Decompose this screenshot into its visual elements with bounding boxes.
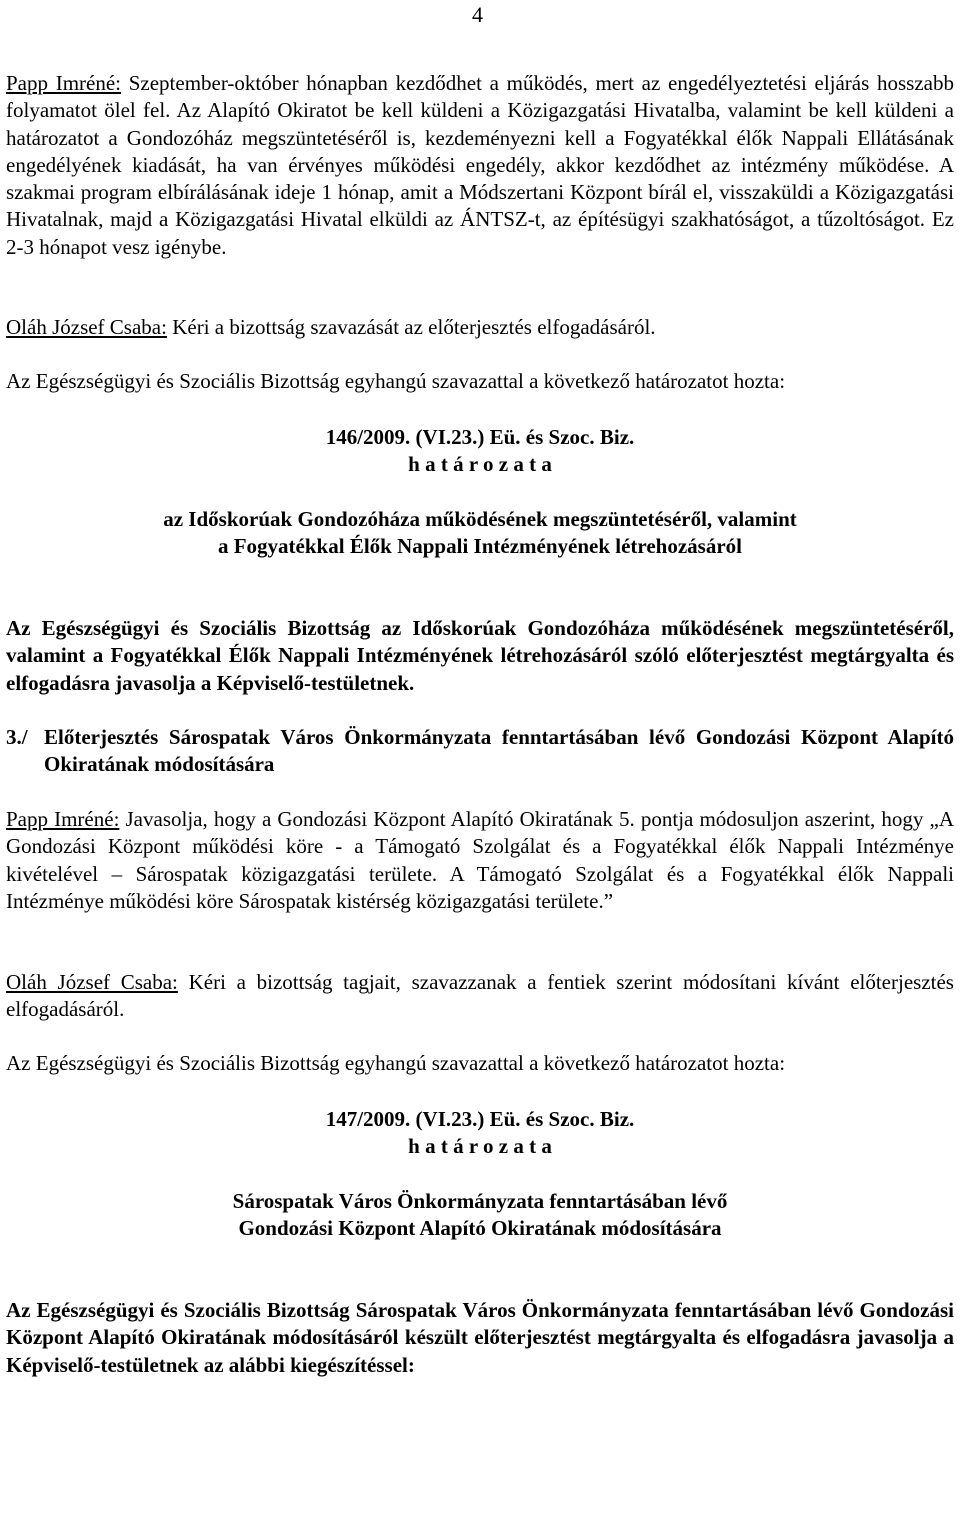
agenda-item-title: Előterjesztés Sárospatak Város Önkormányzata fenntartásában lévő Gondozási Központ Alapító Okiratának módosítására: [44, 725, 954, 777]
speaker-name: Papp Imréné:: [6, 807, 120, 831]
resolution-number-1: 146/2009. (VI.23.) Eü. és Szoc. Biz.: [325, 425, 635, 449]
speaker-name: Papp Imréné:: [6, 71, 122, 95]
paragraph-text: Kéri a bizottság tagjait, szavazzanak a fentiek szerint módosítani kívánt előterjesztés elfogadásáról.: [6, 970, 954, 1022]
speaker-name: Oláh József Csaba:: [6, 315, 167, 339]
resolution-title-2-line2: Gondozási Központ Alapító Okiratának módosítására: [238, 1216, 722, 1240]
paragraph-papp-1: [6, 70, 954, 261]
resolution-body-1: Az Egészségügyi és Szociális Bizottság az Időskorúak Gondozóháza működésének megszüntetéséről, valamint a Fogyatékkal Élők Nappali Intézményének létrehozásáról szóló előterjesztést megtárgyalta és elfogadásra javasolja a Képviselő-testületnek.: [6, 616, 954, 695]
resolution-title-2-line1: Sárospatak Város Önkormányzata fenntartásában lévő: [232, 1189, 728, 1213]
resolution-label-2: h a t á r o z a t a: [408, 1134, 552, 1158]
paragraph-olah-2: [6, 969, 954, 1024]
page-number: 4: [472, 2, 483, 27]
vote-statement-2: Az Egészségügyi és Szociális Bizottság egyhangú szavazattal a következő határozatot hozta:: [6, 1051, 786, 1075]
paragraph-papp-2: [6, 806, 954, 915]
speaker-name: Oláh József Csaba:: [6, 970, 178, 994]
paragraph-olah-1: [6, 314, 954, 341]
paragraph-text: Javasolja, hogy a Gondozási Központ Alapító Okiratának 5. pontja módosuljon aszerint, hogy „A Gondozási Központ működési köre - a Támogató Szolgálat és a Fogyatékkal élők Nappali Intézménye kivételével – Sárospatak közigazgatási területe. A Támogató Szolgálat és a Fogyatékkal élők Nappali Intézménye működési köre Sárospatak kistérség közigazgatási területe.”: [6, 807, 954, 913]
paragraph-text: Kéri a bizottság szavazását az előterjesztés elfogadásáról.: [166, 315, 656, 339]
resolution-body-2: Az Egészségügyi és Szociális Bizottság Sárospatak Város Önkormányzata fenntartásában lévő Gondozási Központ Alapító Okiratának módosításáról készült előterjesztést megtárgyalta és elfogadásra javasolja a Képviselő-testületnek az alábbi kiegészítéssel:: [6, 1298, 954, 1377]
resolution-title-1-line2: a Fogyatékkal Élők Nappali Intézményének létrehozásáról: [217, 534, 742, 558]
agenda-item-number: 3./: [6, 725, 28, 749]
resolution-title-1-line1: az Időskorúak Gondozóháza működésének megszüntetéséről, valamint: [163, 507, 797, 531]
vote-statement-1: Az Egészségügyi és Szociális Bizottság egyhangú szavazattal a következő határozatot hozta:: [6, 369, 786, 393]
resolution-number-2: 147/2009. (VI.23.) Eü. és Szoc. Biz.: [325, 1107, 635, 1131]
paragraph-text: Szeptember-október hónapban kezdődhet a működés, mert az engedélyeztetési eljárás hosszabb folyamatot ölel fel. Az Alapító Okiratot be kell küldeni a Közigazgatási Hivatalba, valamint be kell küldeni a határozatot a Gondozóház megszüntetéséről is, kezdeményezni kell a Fogyatékkal élők Nappali Ellátásának engedélyének kiadását, ha van érvényes működési engedély, akkor kezdődhet az intézmény működése. A szakmai program elbírálásának ideje 1 hónap, amit a Módszertani Központ bírál el, visszaküldi a Közigazgatási Hivatalnak, majd a Közigazgatási Hivatal elküldi az ÁNTSZ-t, az építésügyi szakhatóságot, a tűzoltóságot. Ez 2-3 hónapot vesz igénybe.: [6, 71, 954, 259]
resolution-label-1: h a t á r o z a t a: [408, 452, 552, 476]
